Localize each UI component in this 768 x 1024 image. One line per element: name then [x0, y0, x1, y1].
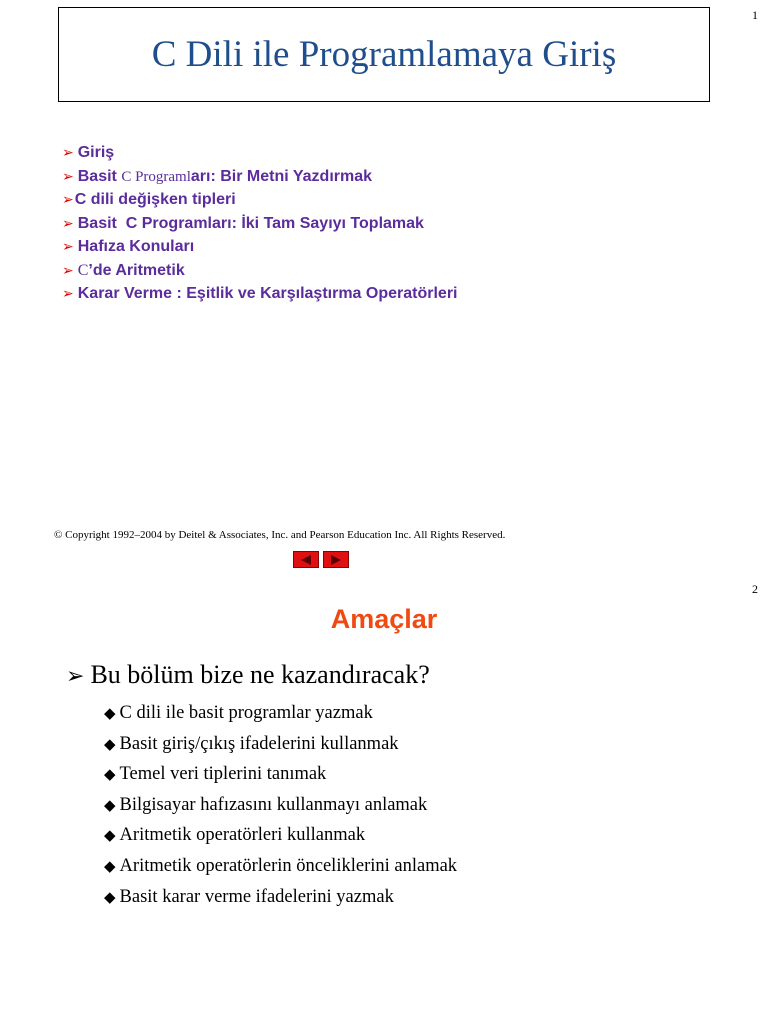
list-item-text: Temel veri tiplerini tanımak	[119, 764, 327, 785]
list-item-text: ’de Aritmetik	[88, 261, 185, 279]
slide-title-box	[58, 7, 710, 102]
list-item	[104, 759, 457, 790]
question-text: Bu bölüm bize ne kazandıracak?	[90, 660, 430, 689]
diamond-bullet-icon: ◆	[104, 795, 116, 814]
list-item	[104, 729, 457, 760]
arrow-bullet-icon: ➢	[66, 664, 85, 689]
arrow-bullet-icon: ➢	[62, 145, 74, 161]
next-slide-button[interactable]	[323, 551, 349, 568]
arrow-bullet-icon: ➢	[62, 262, 74, 279]
list-item	[104, 698, 457, 729]
list-item-text: Hafıza Konuları	[77, 238, 195, 255]
list-item	[104, 820, 457, 851]
list-item	[104, 882, 457, 913]
topic-list	[62, 141, 457, 306]
list-item	[62, 259, 457, 283]
list-item-text: Basit karar verme ifadelerini yazmak	[119, 886, 394, 907]
page-number-1: 1	[752, 8, 758, 22]
diamond-bullet-icon: ◆	[104, 734, 116, 753]
list-item	[104, 790, 457, 821]
diamond-bullet-icon: ◆	[104, 765, 116, 784]
arrow-bullet-icon: ➢	[62, 286, 74, 302]
diamond-bullet-icon: ◆	[104, 887, 116, 906]
list-item-text: Basit giriş/çıkış ifadelerini kullanmak	[119, 733, 399, 754]
previous-slide-button[interactable]	[293, 551, 319, 568]
list-item	[62, 282, 457, 306]
list-item-text: Basit	[77, 167, 122, 185]
slide-title: C Dili ile Programlamaya Giriş	[151, 34, 617, 75]
diamond-bullet-icon: ◆	[104, 826, 116, 845]
diamond-bullet-icon: ◆	[104, 704, 116, 722]
page-number-2: 2	[752, 582, 758, 596]
list-item-text: Giriş	[77, 144, 115, 161]
list-item-text: Bilgisayar hafızasını kullanmayı anlamak	[119, 794, 428, 815]
list-item-text: Aritmetik operatörlerin önceliklerini anlamak	[119, 855, 458, 876]
list-item-text: Basit C Programları: İki Tam Sayıyı Toplamak	[77, 214, 424, 232]
list-item-text: Aritmetik operatörleri kullanmak	[119, 825, 366, 846]
list-item	[104, 851, 457, 882]
objectives-question	[66, 660, 430, 690]
triangle-left-icon	[300, 555, 312, 565]
arrow-bullet-icon: ➢	[62, 239, 74, 255]
list-item-text: arı: Bir Metni Yazdırmak	[190, 167, 373, 185]
list-item	[62, 141, 457, 165]
arrow-bullet-icon: ➢	[62, 192, 74, 208]
diamond-bullet-icon: ◆	[104, 856, 116, 875]
triangle-right-icon	[330, 555, 342, 565]
list-item-text: C dili ile basit programlar yazmak	[119, 703, 373, 723]
objectives-heading: Amaçlar	[330, 604, 438, 634]
list-item	[62, 235, 457, 259]
copyright-notice: © Copyright 1992–2004 by Deitel & Associates, Inc. and Pearson Education Inc. All Rights Reserved.	[54, 529, 506, 541]
slide-navigation	[293, 551, 349, 568]
arrow-bullet-icon: ➢	[62, 168, 74, 185]
arrow-bullet-icon: ➢	[62, 215, 74, 232]
list-item-text: Karar Verme : Eşitlik ve Karşılaştırma Operatörleri	[77, 285, 458, 302]
list-item-text: C dili değişken tipleri	[74, 191, 236, 208]
list-item-text-serif: C	[77, 261, 89, 279]
list-item	[62, 212, 457, 236]
objectives-list	[104, 698, 457, 912]
list-item	[62, 165, 457, 189]
list-item-text-serif: C Programl	[121, 168, 191, 185]
list-item	[62, 188, 457, 212]
